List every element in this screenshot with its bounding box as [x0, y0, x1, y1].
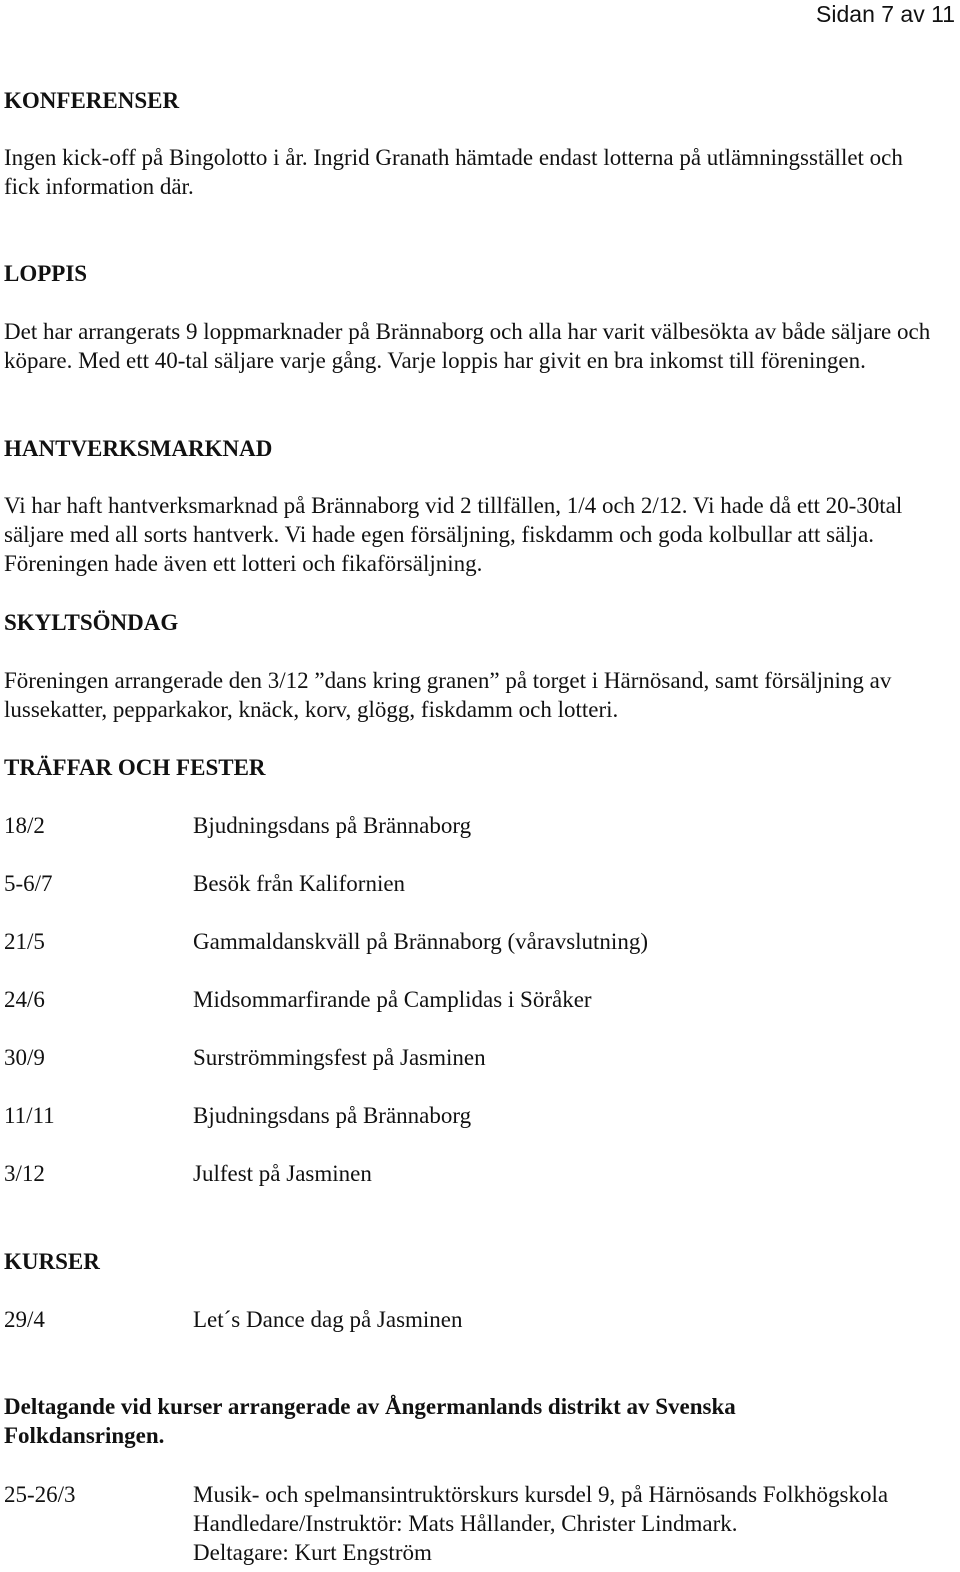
paragraph-skyltsondag: Föreningen arrangerade den 3/12 ”dans kring granen” på torget i Härnösand, samt försäljning av lussekatter, pepparkakor, knäck, korv, glögg, fiskdamm och lotteri. — [4, 668, 892, 722]
participation-instructors: Handledare/Instruktör: Mats Hållander, Christer Lindmark. — [193, 1511, 738, 1536]
heading-traffar-och-fester: TRÄFFAR OCH FESTER — [4, 755, 266, 780]
participation-details — [193, 1480, 888, 1567]
heading-kurser: KURSER — [4, 1249, 100, 1274]
event-description: Surströmmingsfest på Jasminen — [193, 1045, 486, 1070]
heading-loppis: LOPPIS — [4, 261, 88, 286]
event-date: 30/9 — [4, 1045, 45, 1070]
event-description: Bjudningsdans på Brännaborg — [193, 813, 472, 838]
paragraph-loppis: Det har arrangerats 9 loppmarknader på Brännaborg och alla har varit välbesökta av både säljare och köpare. Med ett 40-tal säljare varje gång. Varje loppis har givit en bra inkomst till föreningen. — [4, 319, 931, 373]
event-description: Besök från Kalifornien — [193, 871, 406, 896]
event-date: 11/11 — [4, 1103, 55, 1128]
course-date: 29/4 — [4, 1307, 45, 1332]
event-description: Gammaldanskväll på Brännaborg (våravslutning) — [193, 929, 648, 954]
heading-skyltsondag: SKYLTSÖNDAG — [4, 610, 179, 635]
page-number: Sidan 7 av 11 — [816, 1, 955, 27]
heading-deltagande: Deltagande vid kurser arrangerade av Ångermanlands distrikt av Svenska Folkdansringen. — [4, 1394, 736, 1448]
event-date: 5-6/7 — [4, 871, 53, 896]
event-date: 3/12 — [4, 1161, 45, 1186]
heading-hantverksmarknad: HANTVERKSMARKNAD — [4, 436, 273, 461]
event-date: 18/2 — [4, 813, 45, 838]
course-description: Let´s Dance dag på Jasminen — [193, 1307, 463, 1332]
participation-row — [4, 1480, 956, 1570]
participation-participants: Deltagare: Kurt Engström — [193, 1540, 432, 1565]
event-description: Midsommarfirande på Camplidas i Söråker — [193, 987, 592, 1012]
event-description: Bjudningsdans på Brännaborg — [193, 1103, 472, 1128]
event-date: 24/6 — [4, 987, 45, 1012]
event-date: 21/5 — [4, 929, 45, 954]
heading-konferenser: KONFERENSER — [4, 88, 180, 113]
paragraph-konferenser: Ingen kick-off på Bingolotto i år. Ingrid Granath hämtade endast lotterna på utlämningsstället och fick information där. — [4, 145, 903, 199]
participation-date: 25-26/3 — [4, 1482, 76, 1507]
event-description: Julfest på Jasminen — [193, 1161, 372, 1186]
paragraph-hantverksmarknad: Vi har haft hantverksmarknad på Brännaborg vid 2 tillfällen, 1/4 och 2/12. Vi hade då ett 20-30tal säljare med all sorts hantverk. Vi hade egen försäljning, fiskdamm och goda kolbullar att sälja. Föreningen hade även ett lotteri och fikaförsäljning. — [4, 493, 903, 576]
participation-course: Musik- och spelmansintruktörskurs kursdel 9, på Härnösands Folkhögskola — [193, 1482, 889, 1507]
